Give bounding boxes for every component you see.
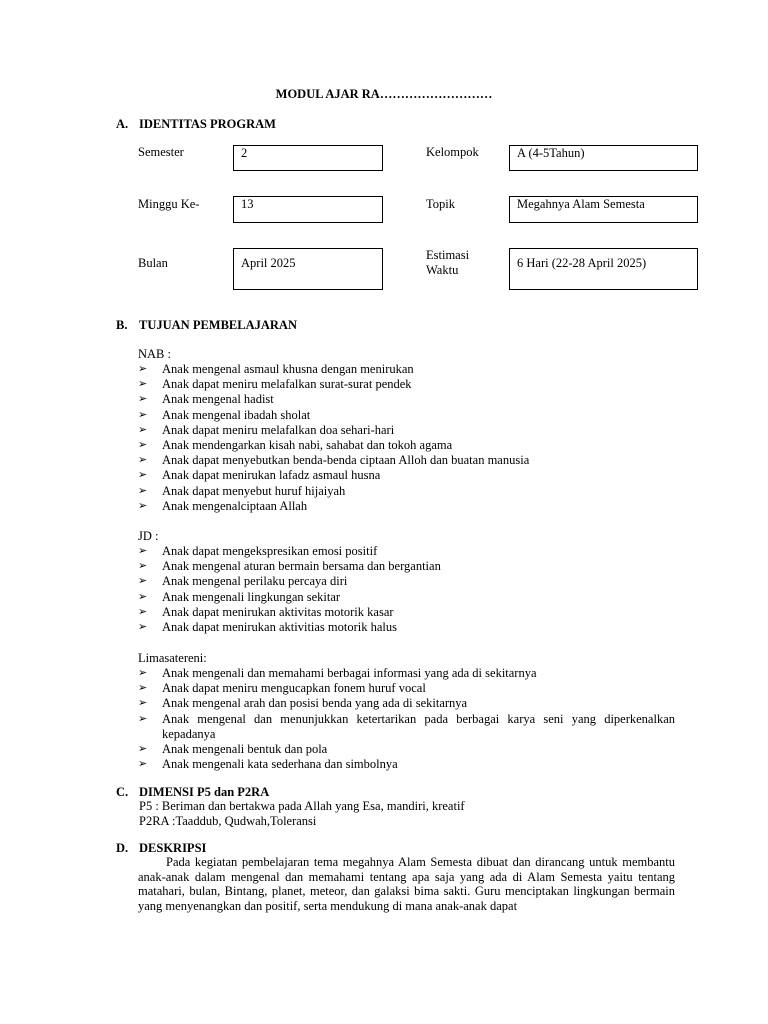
list-item <box>138 574 678 589</box>
list-item <box>138 499 678 514</box>
list-item-text: Anak dapat meniru melafalkan doa sehari-hari <box>162 422 395 437</box>
arrow-bullet-icon: ➢ <box>138 408 148 421</box>
arrow-bullet-icon: ➢ <box>138 454 148 467</box>
arrow-bullet-icon: ➢ <box>138 484 148 497</box>
arrow-bullet-icon: ➢ <box>138 682 148 695</box>
list-item-text: Anak dapat meniru mengucapkan fonem huruf vocal <box>162 681 426 696</box>
arrow-bullet-icon: ➢ <box>138 712 148 725</box>
list-item-text: Anak dapat menirukan aktivitas motorik kasar <box>162 604 394 619</box>
section-number: D. <box>116 841 129 855</box>
arrow-bullet-icon: ➢ <box>138 605 148 618</box>
list-item-text: Anak mengenalciptaan Allah <box>162 498 308 513</box>
arrow-bullet-icon: ➢ <box>138 469 148 482</box>
arrow-bullet-icon: ➢ <box>138 697 148 710</box>
estimasi-label-line-2: Waktu <box>426 263 459 277</box>
list-item-text: Anak mengenal ibadah sholat <box>162 407 311 422</box>
list-item <box>138 605 678 620</box>
section-number: C. <box>116 785 129 799</box>
list-item-text: Anak mengenali dan memahami berbagai informasi yang ada di sekitarnya <box>162 666 537 680</box>
kelompok-label: Kelompok <box>426 145 479 159</box>
list-item <box>138 544 678 559</box>
limasatereni-list <box>138 650 675 772</box>
p2ra-text: P2RA :Taaddub, Qudwah,Toleransi <box>139 814 317 828</box>
list-item-text: Anak mendengarkan kisah nabi, sahabat dan tokoh agama <box>162 438 453 453</box>
list-item-text: Anak dapat meniru melafalkan surat-surat pendek <box>162 377 412 392</box>
semester-value: 2 <box>241 146 248 160</box>
list-item <box>138 468 678 483</box>
arrow-bullet-icon: ➢ <box>138 378 148 391</box>
list-item <box>138 742 675 757</box>
list-item-text: Anak mengenal arah dan posisi benda yang ada di sekitarnya <box>162 696 468 711</box>
limasatereni-label: Limasatereni: <box>138 651 207 665</box>
list-item <box>138 408 678 423</box>
deskripsi-paragraph <box>138 855 675 913</box>
bulan-field <box>233 248 383 290</box>
section-title: IDENTITAS PROGRAM <box>139 117 276 131</box>
list-item-text: Anak dapat menyebut huruf hijaiyah <box>162 483 346 498</box>
section-a-heading <box>116 117 276 132</box>
arrow-bullet-icon: ➢ <box>138 621 148 634</box>
topik-label: Topik <box>426 197 455 211</box>
list-item-text: Anak mengenal perilaku percaya diri <box>162 574 348 589</box>
section-c-heading <box>116 785 269 800</box>
section-number: B. <box>116 318 128 332</box>
list-item <box>138 757 675 772</box>
page-title: MODUL AJAR RA……………………… <box>275 87 493 101</box>
nab-list <box>138 346 678 514</box>
list-item <box>138 696 675 711</box>
arrow-bullet-icon: ➢ <box>138 423 148 436</box>
arrow-bullet-icon: ➢ <box>138 590 148 603</box>
list-item <box>138 484 678 499</box>
list-item <box>138 438 678 453</box>
list-item <box>138 362 678 377</box>
list-item-text: Anak dapat menirukan lafadz asmaul husna <box>162 468 381 483</box>
jd-label: JD : <box>138 529 159 543</box>
arrow-bullet-icon: ➢ <box>138 758 148 771</box>
p5-text: P5 : Beriman dan bertakwa pada Allah yang Esa, mandiri, kreatif <box>139 799 465 813</box>
list-item <box>138 392 678 407</box>
arrow-bullet-icon: ➢ <box>138 667 148 679</box>
section-title: DESKRIPSI <box>139 841 207 855</box>
kelompok-value: A (4-5Tahun) <box>517 146 585 160</box>
minggu-value: 13 <box>241 197 254 211</box>
arrow-bullet-icon: ➢ <box>138 545 148 557</box>
list-item-text: Anak dapat mengekspresikan emosi positif <box>162 544 378 558</box>
kelompok-field <box>509 145 698 171</box>
list-item <box>138 590 678 605</box>
estimasi-field <box>509 248 698 290</box>
minggu-field <box>233 196 383 223</box>
list-item <box>138 620 678 635</box>
arrow-bullet-icon: ➢ <box>138 393 148 406</box>
arrow-bullet-icon: ➢ <box>138 439 148 452</box>
topik-field <box>509 196 698 223</box>
estimasi-label <box>426 248 469 278</box>
semester-label: Semester <box>138 145 184 159</box>
arrow-bullet-icon: ➢ <box>138 560 148 573</box>
estimasi-value: 6 Hari (22-28 April 2025) <box>517 256 647 270</box>
list-item-text: Anak mengenali bentuk dan pola <box>162 742 328 757</box>
arrow-bullet-icon: ➢ <box>138 363 148 375</box>
list-item-text: Anak mengenali kata sederhana dan simbolnya <box>162 757 398 772</box>
list-item <box>138 423 678 438</box>
list-item-text: Anak mengenal aturan bermain bersama dan bergantian <box>162 559 441 574</box>
list-item <box>138 453 678 468</box>
estimasi-label-line-1: Estimasi <box>426 248 470 262</box>
list-item-text: Anak mengenali lingkungan sekitar <box>162 589 341 604</box>
section-b-heading <box>116 318 297 333</box>
list-item-text: Anak mengenal dan menunjukkan ketertarikan pada berbagai karya seni yang diperkenalkan kepadanya <box>162 711 675 741</box>
section-d-heading <box>116 841 206 856</box>
section-number: A. <box>116 117 129 131</box>
section-title: TUJUAN PEMBELAJARAN <box>139 318 297 332</box>
jd-list <box>138 528 678 635</box>
semester-field <box>233 145 383 171</box>
arrow-bullet-icon: ➢ <box>138 575 148 588</box>
bulan-label: Bulan <box>138 256 168 270</box>
bulan-value: April 2025 <box>241 256 296 270</box>
list-item-text: Anak dapat menirukan aktivitias motorik halus <box>162 620 398 635</box>
list-item <box>138 681 675 696</box>
section-title: DIMENSI P5 dan P2RA <box>139 785 270 799</box>
minggu-label: Minggu Ke- <box>138 197 200 211</box>
list-item <box>138 712 675 742</box>
list-item <box>138 666 675 681</box>
list-item <box>138 377 678 392</box>
list-item-text: Anak mengenal asmaul khusna dengan menirukan <box>162 362 414 376</box>
list-item <box>138 559 678 574</box>
arrow-bullet-icon: ➢ <box>138 499 148 512</box>
nab-label: NAB : <box>138 347 171 361</box>
list-item-text: Anak mengenal hadist <box>162 392 274 407</box>
list-item-text: Anak dapat menyebutkan benda-benda ciptaan Alloh dan buatan manusia <box>162 453 530 468</box>
topik-value: Megahnya Alam Semesta <box>517 197 645 211</box>
arrow-bullet-icon: ➢ <box>138 743 148 756</box>
deskripsi-text: Pada kegiatan pembelajaran tema megahnya Alam Semesta dibuat dan dirancang untuk membantu anak-anak dalam mengenal dan memahami tentang apa saja yang ada di Alam Semesta yaitu tentang matahari, bulan, Bintang, planet, meteor, dan galaksi bima sakti. Guru menciptakan lingkungan bermain yang menyenangkan dan positif, serta mendukung di mana anak-anak dapat <box>138 855 675 913</box>
